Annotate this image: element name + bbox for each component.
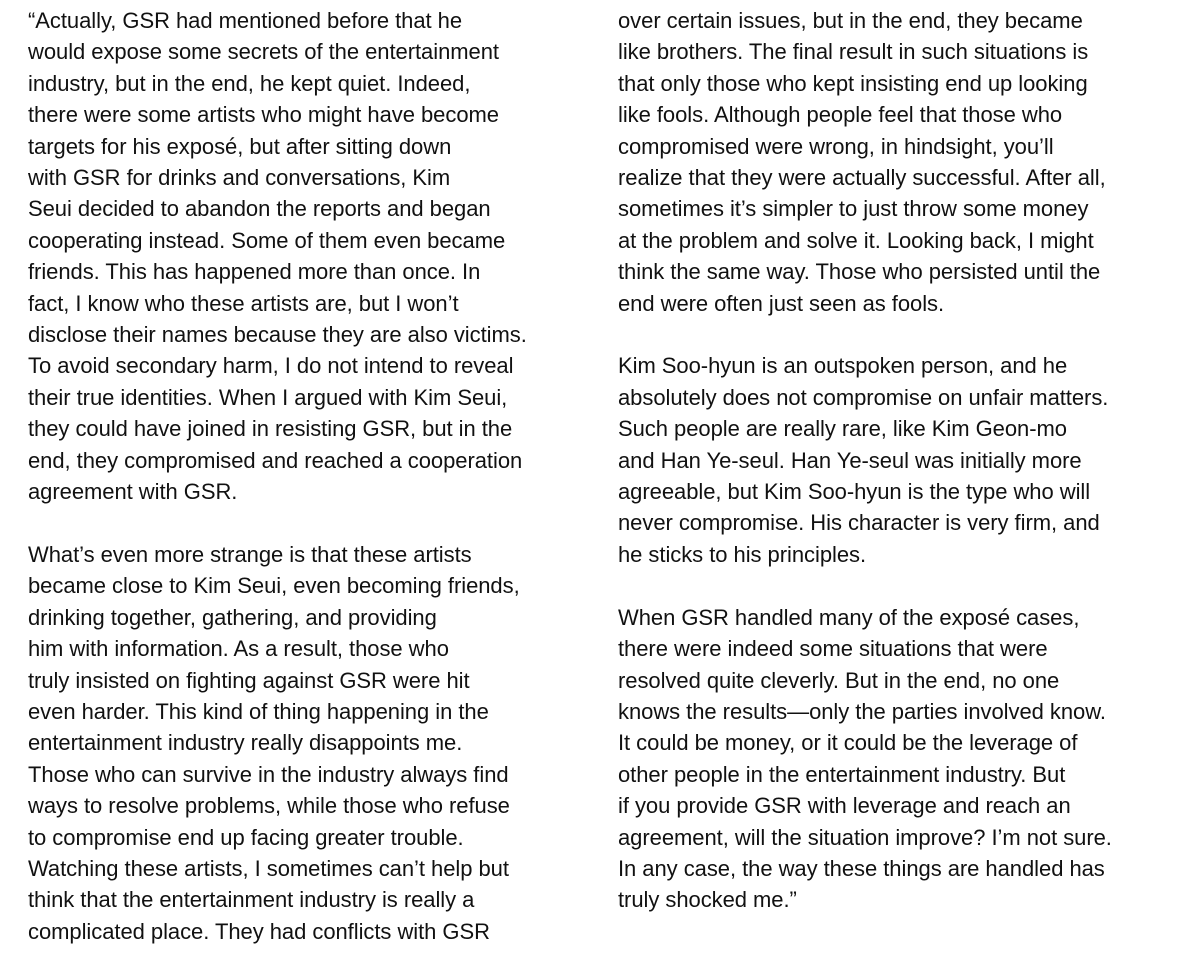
text-line: like brothers. The final result in such situations is bbox=[618, 39, 1089, 65]
text-line: even harder. This kind of thing happening in the bbox=[28, 698, 489, 724]
text-line: What’s even more strange is that these artists bbox=[28, 541, 472, 567]
paragraph bbox=[618, 5, 1178, 319]
text-line: Such people are really rare, like Kim Geon-mo bbox=[618, 416, 1067, 442]
text-line: Seui decided to abandon the reports and began bbox=[28, 196, 491, 222]
text-line: never compromise. His character is very firm, and bbox=[618, 510, 1100, 536]
text-line: there were indeed some situations that were bbox=[618, 636, 1048, 662]
text-line: him with information. As a result, those who bbox=[28, 636, 449, 662]
text-line: agreeable, but Kim Soo-hyun is the type who will bbox=[618, 479, 1091, 505]
text-line: fact, I know who these artists are, but I won’t bbox=[28, 290, 459, 316]
text-line: think the same way. Those who persisted until the bbox=[618, 259, 1101, 285]
text-line: over certain issues, but in the end, they became bbox=[618, 8, 1083, 33]
text-line: he sticks to his principles. bbox=[618, 541, 867, 567]
text-line: other people in the entertainment industry. But bbox=[618, 761, 1066, 787]
text-line: It could be money, or it could be the leverage of bbox=[618, 730, 1078, 756]
text-line: To avoid secondary harm, I do not intend to reveal bbox=[28, 353, 514, 379]
text-line: complicated place. They had conflicts with GSR bbox=[28, 918, 490, 944]
text-line: Watching these artists, I sometimes can’t help but bbox=[28, 855, 509, 881]
text-line: In any case, the way these things are handled has bbox=[618, 855, 1105, 881]
text-line: cooperating instead. Some of them even became bbox=[28, 227, 506, 253]
text-line: that only those who kept insisting end up looking bbox=[618, 70, 1088, 96]
text-line: they could have joined in resisting GSR, but in the bbox=[28, 416, 513, 442]
paragraph-gap bbox=[28, 508, 588, 539]
text-line: sometimes it’s simpler to just throw some money bbox=[618, 196, 1089, 222]
text-line: friends. This has happened more than once. In bbox=[28, 259, 481, 285]
text-line: their true identities. When I argued with Kim Seui, bbox=[28, 384, 508, 410]
text-line: think that the entertainment industry is really a bbox=[28, 887, 475, 913]
text-line: agreement with GSR. bbox=[28, 479, 238, 505]
text-line: end were often just seen as fools. bbox=[618, 290, 945, 316]
text-line: like fools. Although people feel that those who bbox=[618, 102, 1063, 128]
text-line: with GSR for drinks and conversations, Kim bbox=[28, 165, 451, 191]
text-line: if you provide GSR with leverage and reach an bbox=[618, 793, 1071, 819]
text-line: at the problem and solve it. Looking back, I might bbox=[618, 227, 1094, 253]
text-line: end, they compromised and reached a cooperation bbox=[28, 447, 523, 473]
paragraph bbox=[28, 539, 588, 947]
paragraph-gap bbox=[618, 570, 1178, 601]
text-line: disclose their names because they are also victims. bbox=[28, 322, 527, 348]
paragraph bbox=[618, 602, 1178, 916]
text-line: realize that they were actually successful. After all, bbox=[618, 165, 1106, 191]
text-line: truly shocked me.” bbox=[618, 887, 797, 913]
text-line: industry, but in the end, he kept quiet. Indeed, bbox=[28, 70, 471, 96]
text-line: agreement, will the situation improve? I’m not sure. bbox=[618, 824, 1112, 850]
paragraph-gap bbox=[618, 319, 1178, 350]
text-line: Kim Soo-hyun is an outspoken person, and he bbox=[618, 353, 1068, 379]
text-line: absolutely does not compromise on unfair matters. bbox=[618, 384, 1109, 410]
text-line: and Han Ye-seul. Han Ye-seul was initially more bbox=[618, 447, 1082, 473]
text-line: became close to Kim Seui, even becoming friends, bbox=[28, 573, 520, 599]
text-line: drinking together, gathering, and providing bbox=[28, 604, 437, 630]
text-line: there were some artists who might have become bbox=[28, 102, 499, 128]
text-line: ways to resolve problems, while those who refuse bbox=[28, 793, 510, 819]
left-column bbox=[28, 5, 588, 947]
paragraph bbox=[28, 5, 588, 508]
paragraph bbox=[618, 350, 1178, 570]
text-line: Those who can survive in the industry always find bbox=[28, 761, 509, 787]
text-line: entertainment industry really disappoints me. bbox=[28, 730, 463, 756]
text-line: resolved quite cleverly. But in the end, no one bbox=[618, 667, 1060, 693]
text-line: truly insisted on fighting against GSR were hit bbox=[28, 667, 470, 693]
text-line: When GSR handled many of the exposé cases, bbox=[618, 604, 1080, 630]
text-line: compromised were wrong, in hindsight, you’ll bbox=[618, 133, 1054, 159]
right-column bbox=[618, 5, 1178, 916]
text-line: to compromise end up facing greater trouble. bbox=[28, 824, 464, 850]
text-line: targets for his exposé, but after sitting down bbox=[28, 133, 452, 159]
text-line: knows the results—only the parties involved know. bbox=[618, 698, 1106, 724]
text-line: “Actually, GSR had mentioned before that he bbox=[28, 8, 463, 33]
text-line: would expose some secrets of the entertainment bbox=[28, 39, 499, 65]
